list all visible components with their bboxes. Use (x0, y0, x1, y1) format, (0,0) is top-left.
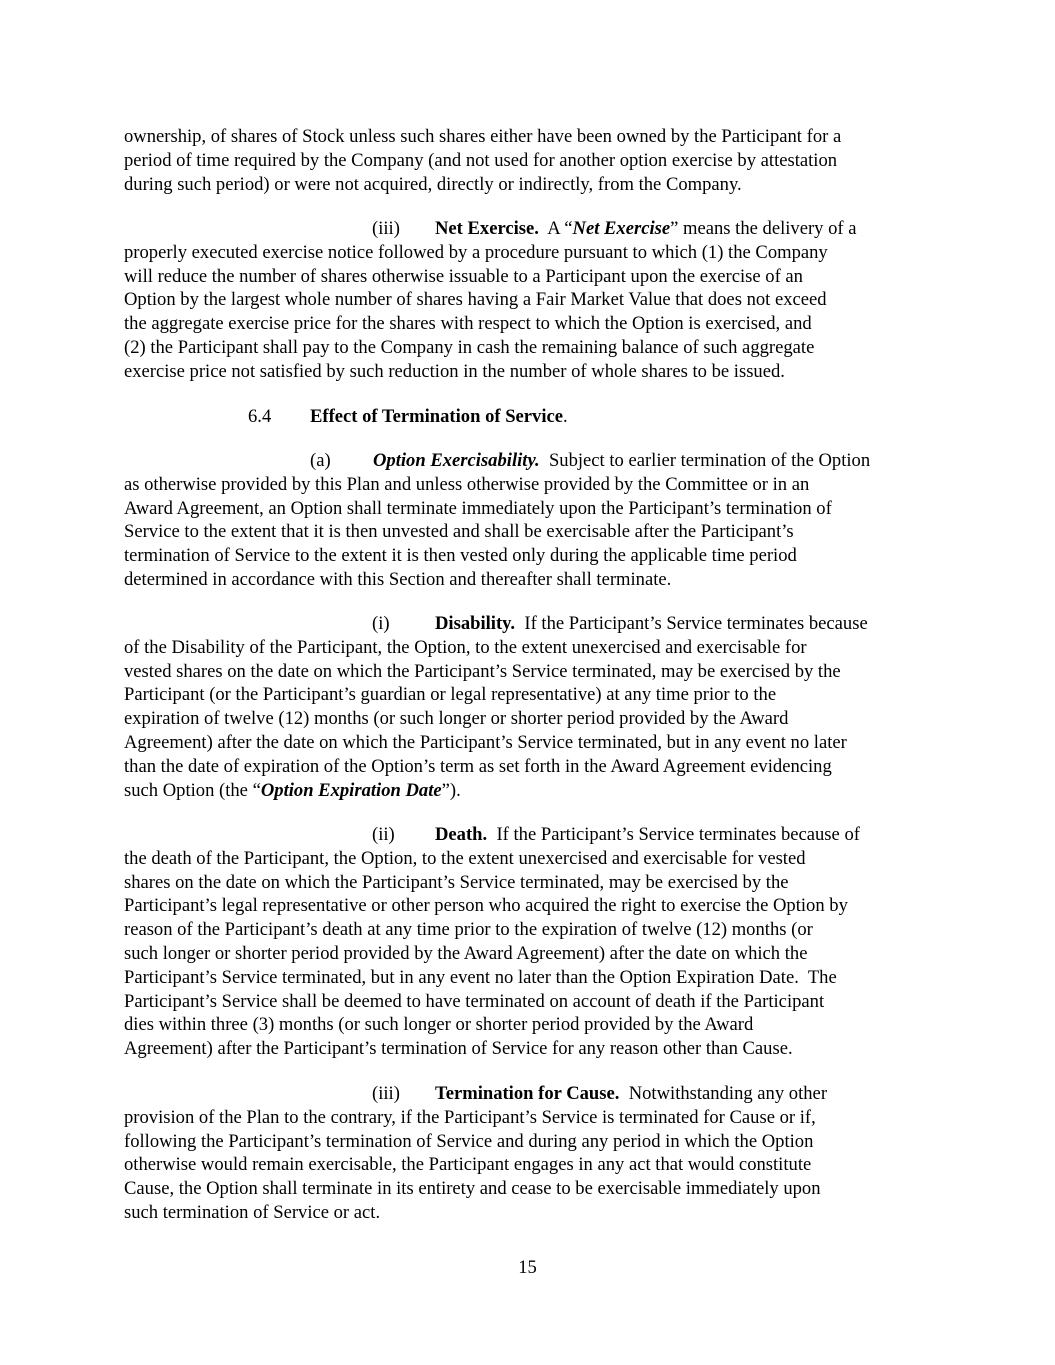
clause-number: (iii) (372, 1083, 400, 1104)
paragraph-death (124, 823, 936, 1061)
paragraph-option-exercisability (124, 449, 936, 592)
text-run: such Option (the “ (124, 779, 261, 801)
text-line: Award Agreement, an Option shall terminate immediately upon the Participant’s termination of (124, 497, 832, 519)
text-line: will reduce the number of shares otherwise issuable to a Participant upon the exercise of an (124, 265, 803, 287)
text-run: ”). (441, 779, 461, 801)
text-run: Notwithstanding any other (619, 1083, 828, 1104)
clause-number: (a) (310, 450, 331, 471)
text-line: Service to the extent that it is then unvested and shall be exercisable after the Participant’s (124, 521, 794, 543)
paragraph-first-line (124, 449, 936, 473)
text-run: If the Participant’s Service terminates because (515, 613, 868, 634)
text-run: A “ (538, 218, 573, 239)
text-line: shares on the date on which the Participant’s Service terminated, may be exercised by the (124, 871, 789, 893)
clause-number: (ii) (372, 824, 395, 845)
text-line: the death of the Participant, the Option, to the extent unexercised and exercisable for vested (124, 847, 806, 869)
text-line: Agreement) after the date on which the Participant’s Service terminated, but in any event no later (124, 731, 847, 753)
text-line: provision of the Plan to the contrary, if the Participant’s Service is terminated for Cause or if, (124, 1106, 816, 1128)
paragraph-ownership-continuation (124, 125, 936, 196)
text-line: vested shares on the date on which the Participant’s Service terminated, may be exercised by the (124, 660, 841, 682)
clause-heading: Death. (435, 824, 488, 845)
text-line: Participant (or the Participant’s guardian or legal representative) at any time prior to the (124, 684, 777, 706)
text-line: Option by the largest whole number of shares having a Fair Market Value that does not exceed (124, 289, 827, 311)
text-line: Participant’s Service shall be deemed to have terminated on account of death if the Participant (124, 990, 825, 1012)
text-line: dies within three (3) months (or such longer or shorter period provided by the Award (124, 1014, 754, 1036)
paragraph-termination-for-cause (124, 1082, 936, 1225)
clause-heading: Disability. (435, 613, 516, 634)
text-line: such termination of Service or act. (124, 1201, 381, 1223)
text-line: determined in accordance with this Section and thereafter shall terminate. (124, 568, 672, 590)
paragraph-net-exercise (124, 217, 936, 384)
page-number: 15 (518, 1257, 537, 1278)
text-line: as otherwise provided by this Plan and unless otherwise provided by the Committee or in an (124, 473, 810, 495)
defined-term: Option Expiration Date (260, 779, 442, 801)
text-run: ” means the delivery of a (670, 218, 857, 239)
text-line: of the Disability of the Participant, the Option, to the extent unexercised and exercisable for (124, 636, 807, 658)
text-line: ownership, of shares of Stock unless such shares either have been owned by the Participant for a (124, 126, 842, 147)
text-line: following the Participant’s termination of Service and during any period in which the Option (124, 1130, 814, 1152)
paragraph-first-line (124, 612, 936, 636)
text-line: Agreement) after the Participant’s termination of Service for any reason other than Cause. (124, 1038, 793, 1060)
clause-heading: Termination for Cause. (435, 1083, 620, 1104)
paragraph-first-line (124, 823, 936, 847)
text-line: such longer or shorter period provided by the Award Agreement) after the date on which the (124, 942, 808, 964)
text-line: Participant’s Service terminated, but in any event no later than the Option Expiration Date. The (124, 966, 837, 988)
section-title: Effect of Termination of Service (310, 406, 564, 427)
text-run: If the Participant’s Service terminates because of (487, 824, 860, 845)
paragraph-last-line (124, 779, 936, 803)
text-line: termination of Service to the extent it is then vested only during the applicable time period (124, 545, 797, 567)
paragraph-first-line (124, 217, 936, 241)
section-heading-line (124, 405, 936, 429)
paragraph-disability (124, 612, 936, 802)
text-run: . (563, 406, 568, 427)
text-line: exercise price not satisfied by such reduction in the number of whole shares to be issued. (124, 360, 785, 382)
text-line: otherwise would remain exercisable, the Participant engages in any act that would constitute (124, 1154, 812, 1176)
clause-heading: Net Exercise. (435, 218, 539, 239)
text-line: expiration of twelve (12) months (or such longer or shorter period provided by the Award (124, 708, 789, 730)
text-line: Participant’s legal representative or other person who acquired the right to exercise the Option by (124, 895, 848, 917)
text-line: period of time required by the Company (and not used for another option exercise by attestation (124, 149, 838, 171)
clause-heading: Option Exercisability. (373, 450, 540, 471)
text-line: during such period) or were not acquired, directly or indirectly, from the Company. (124, 173, 742, 195)
section-heading-6-4 (124, 405, 936, 429)
text-line: the aggregate exercise price for the shares with respect to which the Option is exercised, and (124, 313, 812, 335)
text-line: reason of the Participant’s death at any time prior to the expiration of twelve (12) months (or (124, 919, 813, 941)
paragraph-first-line (124, 1082, 936, 1106)
text-run: Subject to earlier termination of the Option (539, 450, 871, 471)
text-line: than the date of expiration of the Option’s term as set forth in the Award Agreement evidencing (124, 755, 832, 777)
clause-number: (iii) (372, 218, 400, 239)
text-line: properly executed exercise notice followed by a procedure pursuant to which (1) the Company (124, 241, 828, 263)
clause-number: (i) (372, 613, 390, 634)
defined-term: Net Exercise (572, 218, 671, 239)
text-line: Cause, the Option shall terminate in its entirety and cease to be exercisable immediately upon (124, 1178, 821, 1200)
text-line: (2) the Participant shall pay to the Company in cash the remaining balance of such aggregate (124, 336, 815, 358)
section-number: 6.4 (248, 406, 272, 427)
